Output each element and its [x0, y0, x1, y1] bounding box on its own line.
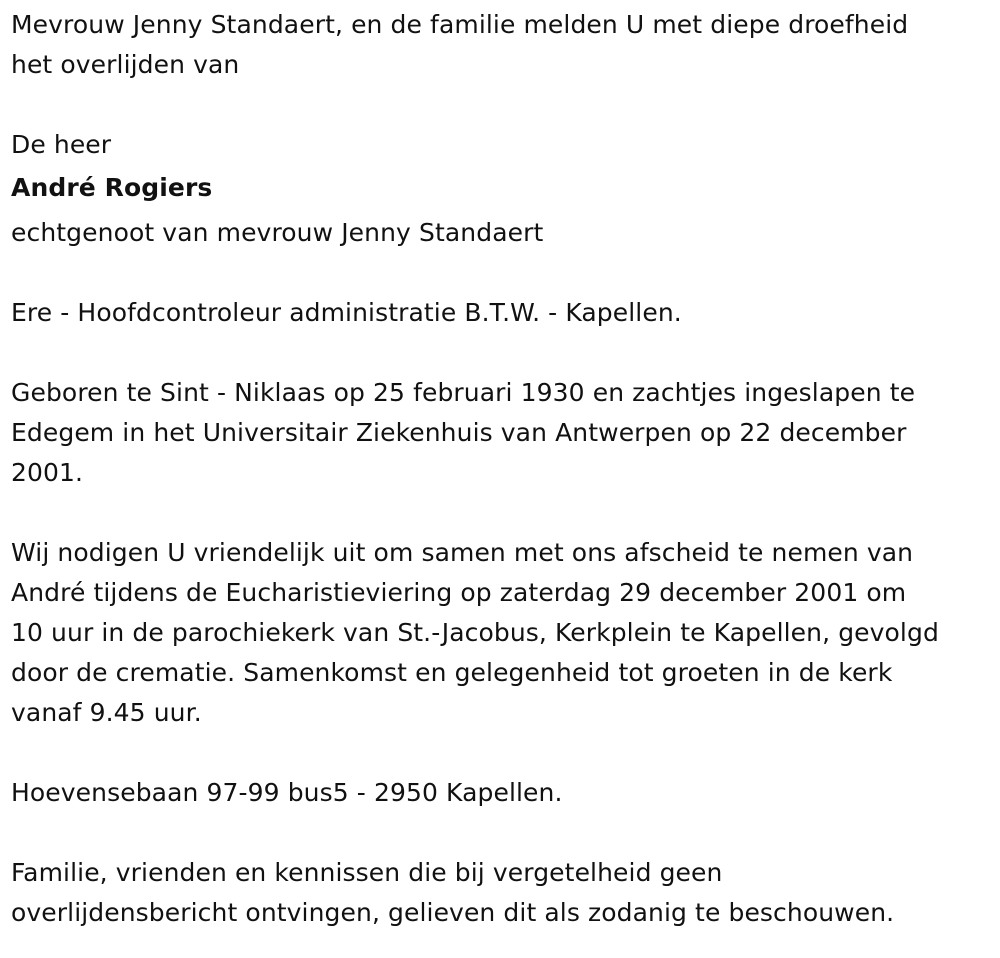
spacer	[11, 733, 986, 773]
deceased-name: André Rogiers	[11, 173, 213, 202]
spacer	[11, 333, 986, 373]
spacer	[11, 85, 986, 125]
invitation-paragraph: Wij nodigen U vriendelijk uit om samen met ons afscheid te nemen van André tijdens de Eucharistieviering op zaterdag 29 december 2001 om 10 uur in de parochiekerk van St.-Jacobus, Kerkplein te Kapellen, gevolgd door de crematie. Samenkomst en gelegenheid tot groeten in de kerk vanaf 9.45 uur.	[11, 538, 939, 727]
salutation: De heer	[11, 130, 112, 159]
spacer	[11, 253, 986, 293]
spouse-line: echtgenoot van mevrouw Jenny Standaert	[11, 218, 544, 247]
closing-paragraph: Familie, vrienden en kennissen die bij vergetelheid geen overlijdensbericht ontvingen, gelieven dit als zodanig te beschouwen.	[11, 858, 895, 927]
spacer	[11, 813, 986, 853]
death-notice	[11, 5, 986, 933]
birth-death-paragraph: Geboren te Sint - Niklaas op 25 februari 1930 en zachtjes ingeslapen te Edegem in het Universitair Ziekenhuis van Antwerpen op 22 december 2001.	[11, 378, 916, 487]
announcement-text: Mevrouw Jenny Standaert, en de familie melden U met diepe droefheid het overlijden van	[11, 10, 909, 79]
spacer	[11, 493, 986, 533]
title-line: Ere - Hoofdcontroleur administratie B.T.W. - Kapellen.	[11, 298, 682, 327]
address-line: Hoevensebaan 97-99 bus5 - 2950 Kapellen.	[11, 778, 563, 807]
